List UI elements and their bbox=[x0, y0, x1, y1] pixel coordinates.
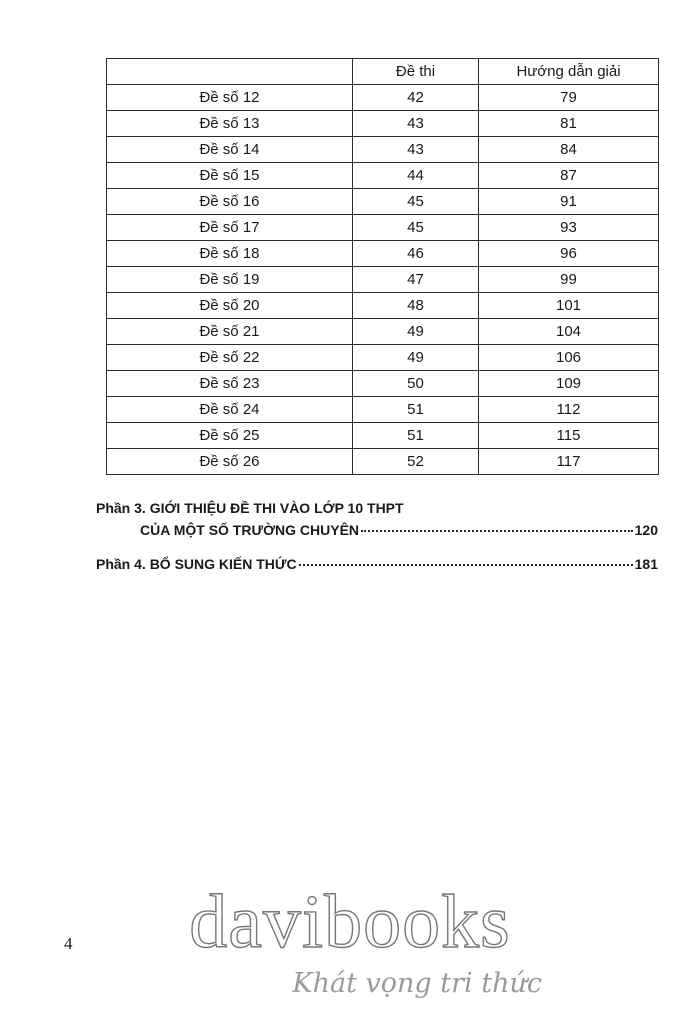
table-row bbox=[107, 241, 659, 267]
cell-exam: 45 bbox=[353, 215, 479, 241]
cell-solution: 91 bbox=[479, 189, 659, 215]
cell-name: Đề số 14 bbox=[107, 137, 353, 163]
cell-name: Đề số 25 bbox=[107, 423, 353, 449]
table-row bbox=[107, 85, 659, 111]
cell-name: Đề số 22 bbox=[107, 345, 353, 371]
cell-exam: 43 bbox=[353, 111, 479, 137]
table-row bbox=[107, 267, 659, 293]
cell-name: Đề số 13 bbox=[107, 111, 353, 137]
column-header-solution: Hướng dẫn giải bbox=[479, 59, 659, 85]
cell-exam: 50 bbox=[353, 371, 479, 397]
part4-label: Phần 4. bbox=[96, 556, 146, 572]
dot-leader bbox=[299, 564, 633, 566]
cell-exam: 44 bbox=[353, 163, 479, 189]
cell-exam: 48 bbox=[353, 293, 479, 319]
cell-name: Đề số 21 bbox=[107, 319, 353, 345]
cell-exam: 43 bbox=[353, 137, 479, 163]
cell-exam: 42 bbox=[353, 85, 479, 111]
cell-solution: 109 bbox=[479, 371, 659, 397]
toc-table bbox=[106, 58, 659, 475]
cell-name: Đề số 23 bbox=[107, 371, 353, 397]
cell-exam: 45 bbox=[353, 189, 479, 215]
table-row bbox=[107, 423, 659, 449]
cell-solution: 96 bbox=[479, 241, 659, 267]
cell-solution: 106 bbox=[479, 345, 659, 371]
cell-solution: 115 bbox=[479, 423, 659, 449]
cell-solution: 117 bbox=[479, 449, 659, 475]
cell-exam: 49 bbox=[353, 319, 479, 345]
part3-label: Phần 3. bbox=[96, 500, 146, 516]
table-row bbox=[107, 449, 659, 475]
watermark-logo bbox=[150, 880, 550, 999]
part3-entry bbox=[140, 522, 658, 538]
cell-name: Đề số 18 bbox=[107, 241, 353, 267]
cell-solution: 87 bbox=[479, 163, 659, 189]
cell-exam: 46 bbox=[353, 241, 479, 267]
table-row bbox=[107, 215, 659, 241]
table-row bbox=[107, 293, 659, 319]
table-row bbox=[107, 111, 659, 137]
column-header-empty bbox=[107, 59, 353, 85]
watermark-tagline: Khát vọng tri thức bbox=[292, 968, 542, 999]
cell-solution: 84 bbox=[479, 137, 659, 163]
part3-heading bbox=[96, 500, 404, 516]
cell-solution: 99 bbox=[479, 267, 659, 293]
cell-exam: 51 bbox=[353, 397, 479, 423]
table-row bbox=[107, 397, 659, 423]
cell-solution: 104 bbox=[479, 319, 659, 345]
cell-name: Đề số 15 bbox=[107, 163, 353, 189]
table-row bbox=[107, 345, 659, 371]
table-row bbox=[107, 319, 659, 345]
table-header-row bbox=[107, 59, 659, 85]
table-body bbox=[107, 85, 659, 475]
part3-title-line1: GIỚI THIỆU ĐỀ THI VÀO LỚP 10 THPT bbox=[149, 500, 404, 516]
cell-name: Đề số 20 bbox=[107, 293, 353, 319]
table-row bbox=[107, 371, 659, 397]
cell-name: Đề số 24 bbox=[107, 397, 353, 423]
cell-name: Đề số 17 bbox=[107, 215, 353, 241]
part3-page: 120 bbox=[634, 522, 658, 538]
part4-entry bbox=[96, 556, 658, 572]
dot-leader bbox=[361, 530, 633, 532]
part3-title-line2: CỦA MỘT SỐ TRƯỜNG CHUYÊN bbox=[140, 522, 360, 538]
part4-title: BỔ SUNG KIẾN THỨC bbox=[149, 556, 297, 572]
cell-solution: 112 bbox=[479, 397, 659, 423]
cell-name: Đề số 12 bbox=[107, 85, 353, 111]
cell-solution: 79 bbox=[479, 85, 659, 111]
cell-name: Đề số 19 bbox=[107, 267, 353, 293]
cell-exam: 52 bbox=[353, 449, 479, 475]
watermark-brand: davibooks bbox=[189, 880, 511, 964]
cell-exam: 47 bbox=[353, 267, 479, 293]
cell-solution: 81 bbox=[479, 111, 659, 137]
table-row bbox=[107, 189, 659, 215]
cell-name: Đề số 26 bbox=[107, 449, 353, 475]
page-number: 4 bbox=[64, 934, 73, 953]
column-header-exam: Đề thi bbox=[353, 59, 479, 85]
cell-solution: 93 bbox=[479, 215, 659, 241]
table-row bbox=[107, 163, 659, 189]
cell-exam: 51 bbox=[353, 423, 479, 449]
cell-exam: 49 bbox=[353, 345, 479, 371]
table-row bbox=[107, 137, 659, 163]
cell-solution: 101 bbox=[479, 293, 659, 319]
part4-page: 181 bbox=[634, 556, 658, 572]
cell-name: Đề số 16 bbox=[107, 189, 353, 215]
